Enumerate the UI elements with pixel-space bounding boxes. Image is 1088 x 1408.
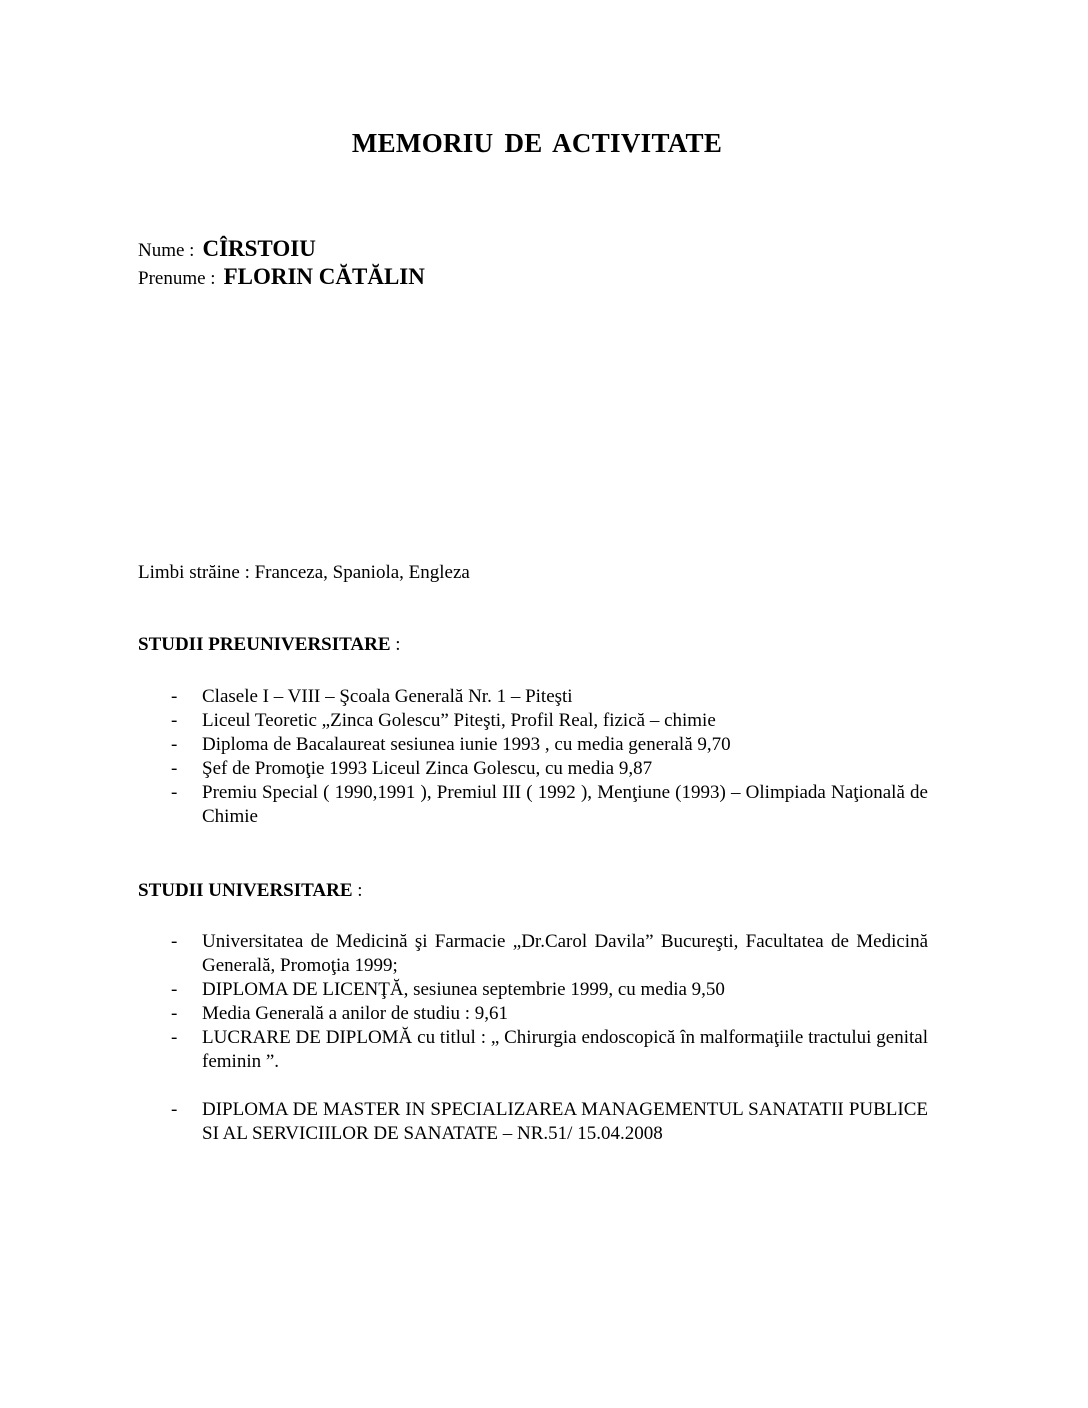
bullet-dash: - [171, 1099, 178, 1120]
section-heading-preuniversitare [138, 634, 401, 656]
prenume-field [138, 264, 425, 290]
foreign-languages: Limbi străine : Franceza, Spaniola, Engleza [138, 562, 470, 583]
list-item-text: Premiu Special ( 1990,1991 ), Premiul III ( 1992 ), Menţiune (1993) – Olimpiada Naţională de Chimie [202, 782, 928, 827]
list-item-text: LUCRARE DE DIPLOMĂ cu titlul : „ Chirurgia endoscopică în malformaţiile tractului genital feminin ”. [202, 1027, 928, 1072]
list-item [0, 930, 928, 978]
preuniversitare-list [0, 685, 928, 829]
list-item-text: DIPLOMA DE MASTER IN SPECIALIZAREA MANAGEMENTUL SANATATII PUBLICE SI AL SERVICIILOR DE SANATATE – NR.51/ 15.04.2008 [202, 1099, 928, 1144]
list-item [0, 781, 928, 829]
section-heading-universitare [138, 880, 363, 902]
prenume-value: FLORIN CĂTĂLIN [223, 264, 425, 289]
bullet-dash: - [171, 734, 178, 755]
universitare-list [0, 930, 928, 1146]
univ-heading-text: STUDII UNIVERSITARE [138, 880, 353, 901]
list-item-text: DIPLOMA DE LICENŢĂ, sesiunea septembrie 1999, cu media 9,50 [202, 979, 725, 1000]
preuniv-heading-suffix: : [390, 634, 401, 655]
list-item-text: Universitatea de Medicină şi Farmacie „Dr.Carol Davila” Bucureşti, Facultatea de Medicină Generală, Promoţia 1999; [202, 931, 928, 976]
nume-label: Nume : [138, 240, 195, 261]
list-item [0, 685, 928, 709]
univ-heading-suffix: : [352, 880, 363, 901]
list-item-text: Diploma de Bacalaureat sesiunea iunie 1993 , cu media generală 9,70 [202, 734, 731, 755]
list-item [0, 709, 928, 733]
bullet-dash: - [171, 1027, 178, 1048]
list-item [0, 1026, 928, 1074]
list-item [0, 1098, 928, 1146]
nume-value: CÎRSTOIU [202, 236, 316, 261]
list-item-text: Clasele I – VIII – Şcoala Generală Nr. 1 – Piteşti [202, 686, 573, 707]
bullet-dash: - [171, 782, 178, 803]
bullet-dash: - [171, 979, 178, 1000]
document-title: MEMORIU DE ACTIVITATE [351, 128, 723, 158]
list-item [0, 1002, 928, 1026]
nume-field [138, 236, 316, 262]
bullet-dash: - [171, 1003, 178, 1024]
prenume-label: Prenume : [138, 268, 216, 289]
list-item [0, 978, 928, 1002]
bullet-dash: - [171, 710, 178, 731]
list-item-text: Media Generală a anilor de studiu : 9,61 [202, 1003, 509, 1024]
list-item-text: Liceul Teoretic „Zinca Golescu” Piteşti, Profil Real, fizică – chimie [202, 710, 716, 731]
list-item-text: Şef de Promoţie 1993 Liceul Zinca Golescu, cu media 9,87 [202, 758, 653, 779]
list-item [0, 733, 928, 757]
bullet-dash: - [171, 758, 178, 779]
bullet-dash: - [171, 931, 178, 952]
list-item [0, 757, 928, 781]
preuniv-heading-text: STUDII PREUNIVERSITARE [138, 634, 391, 655]
bullet-dash: - [171, 686, 178, 707]
